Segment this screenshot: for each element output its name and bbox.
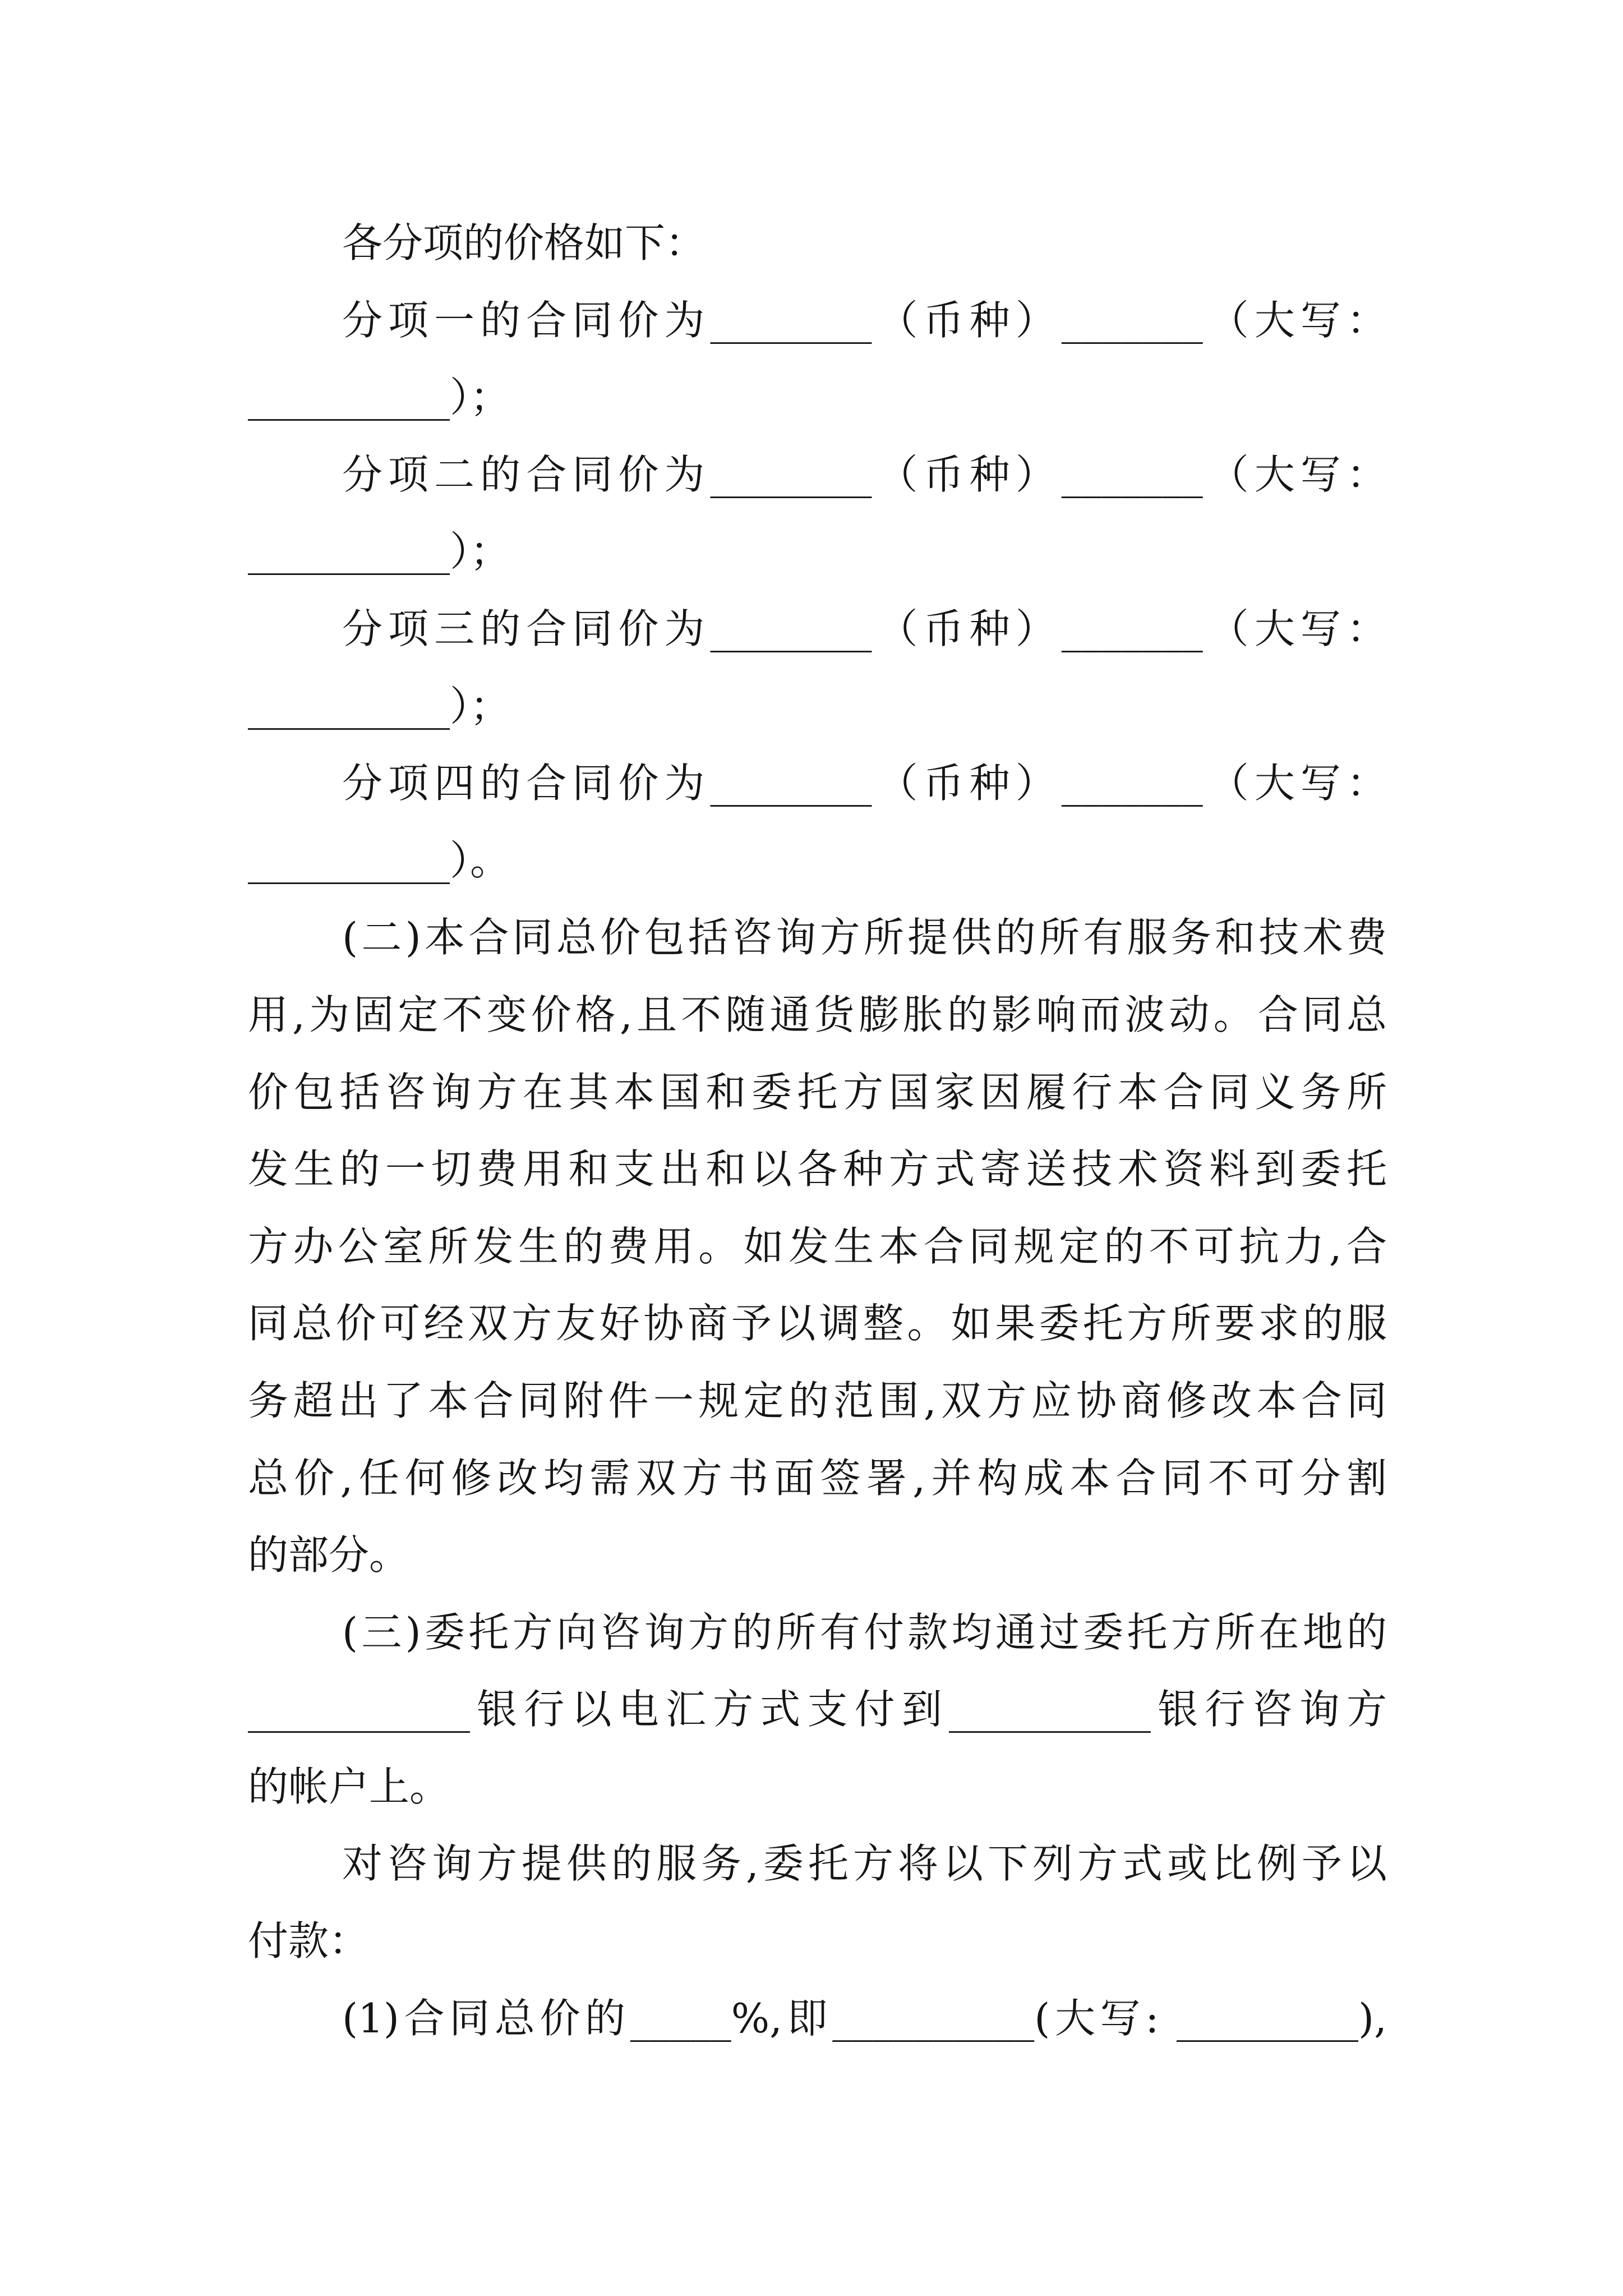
payment-intro-paragraph <box>248 1825 1387 1980</box>
price-item-1-line-1: 分项一的合同价为________（币种）_______（大写： <box>342 296 1387 344</box>
clause-3-line: (三)委托方向咨询方的所有付款均通过委托方所在地的 <box>342 1608 1387 1656</box>
clause-2-line: 发生的一切费用和支出和以各种方式寄送技术资料到委托 <box>248 1145 1387 1193</box>
clause-2-line: (二)本合同总价包括咨询方所提供的所有服务和技术费 <box>342 914 1387 961</box>
payment-item-1-line: (1)合同总价的_____%,即__________(大写: _________), <box>342 1994 1387 2042</box>
clause-2-line: 方办公室所发生的费用。如发生本合同规定的不可抗力,合 <box>248 1222 1387 1270</box>
document-body <box>248 205 1387 2057</box>
price-item-2-line-2: __________）； <box>248 528 511 576</box>
price-item-4-line-2: __________）。 <box>248 836 511 884</box>
price-breakdown-intro: 各分项的价格如下： <box>342 219 706 266</box>
clause-2-line: 价包括咨询方在其本国和委托方国家因履行本合同义务所 <box>248 1068 1387 1116</box>
payment-intro-line: 对咨询方提供的服务,委托方将以下列方式或比例予以 <box>342 1840 1387 1888</box>
clause-3-paragraph <box>248 1594 1387 1826</box>
clause-2-line: 用,为固定不变价格,且不随通货膨胀的影响而波动。合同总 <box>248 991 1387 1038</box>
clause-3-line: ___________银行以电汇方式支付到__________银行咨询方 <box>248 1686 1387 1733</box>
price-item-3-line-2: __________）； <box>248 682 511 730</box>
clause-2-paragraph <box>248 899 1387 1594</box>
clause-3-line: 的帐户上。 <box>248 1763 450 1810</box>
clause-2-line: 务超出了本合同附件一规定的范围,双方应协商修改本合同 <box>248 1377 1387 1424</box>
payment-intro-line: 付款： <box>248 1917 370 1965</box>
price-item-3-line-1: 分项三的合同价为________（币种）_______（大写： <box>342 605 1387 652</box>
price-item-4-line-1: 分项四的合同价为________（币种）_______（大写： <box>342 760 1387 807</box>
price-item-2-line-1: 分项二的合同价为________（币种）_______（大写： <box>342 450 1387 498</box>
clause-2-line: 的部分。 <box>248 1531 410 1579</box>
clause-2-line: 同总价可经双方友好协商予以调整。如果委托方所要求的服 <box>248 1300 1387 1347</box>
clause-2-line: 总价,任何修改均需双方书面签署,并构成本合同不可分割 <box>248 1454 1387 1502</box>
price-item-1-line-2: __________）； <box>248 374 511 421</box>
payment-item-1 <box>248 1980 1387 2058</box>
price-breakdown-section <box>248 205 1387 899</box>
